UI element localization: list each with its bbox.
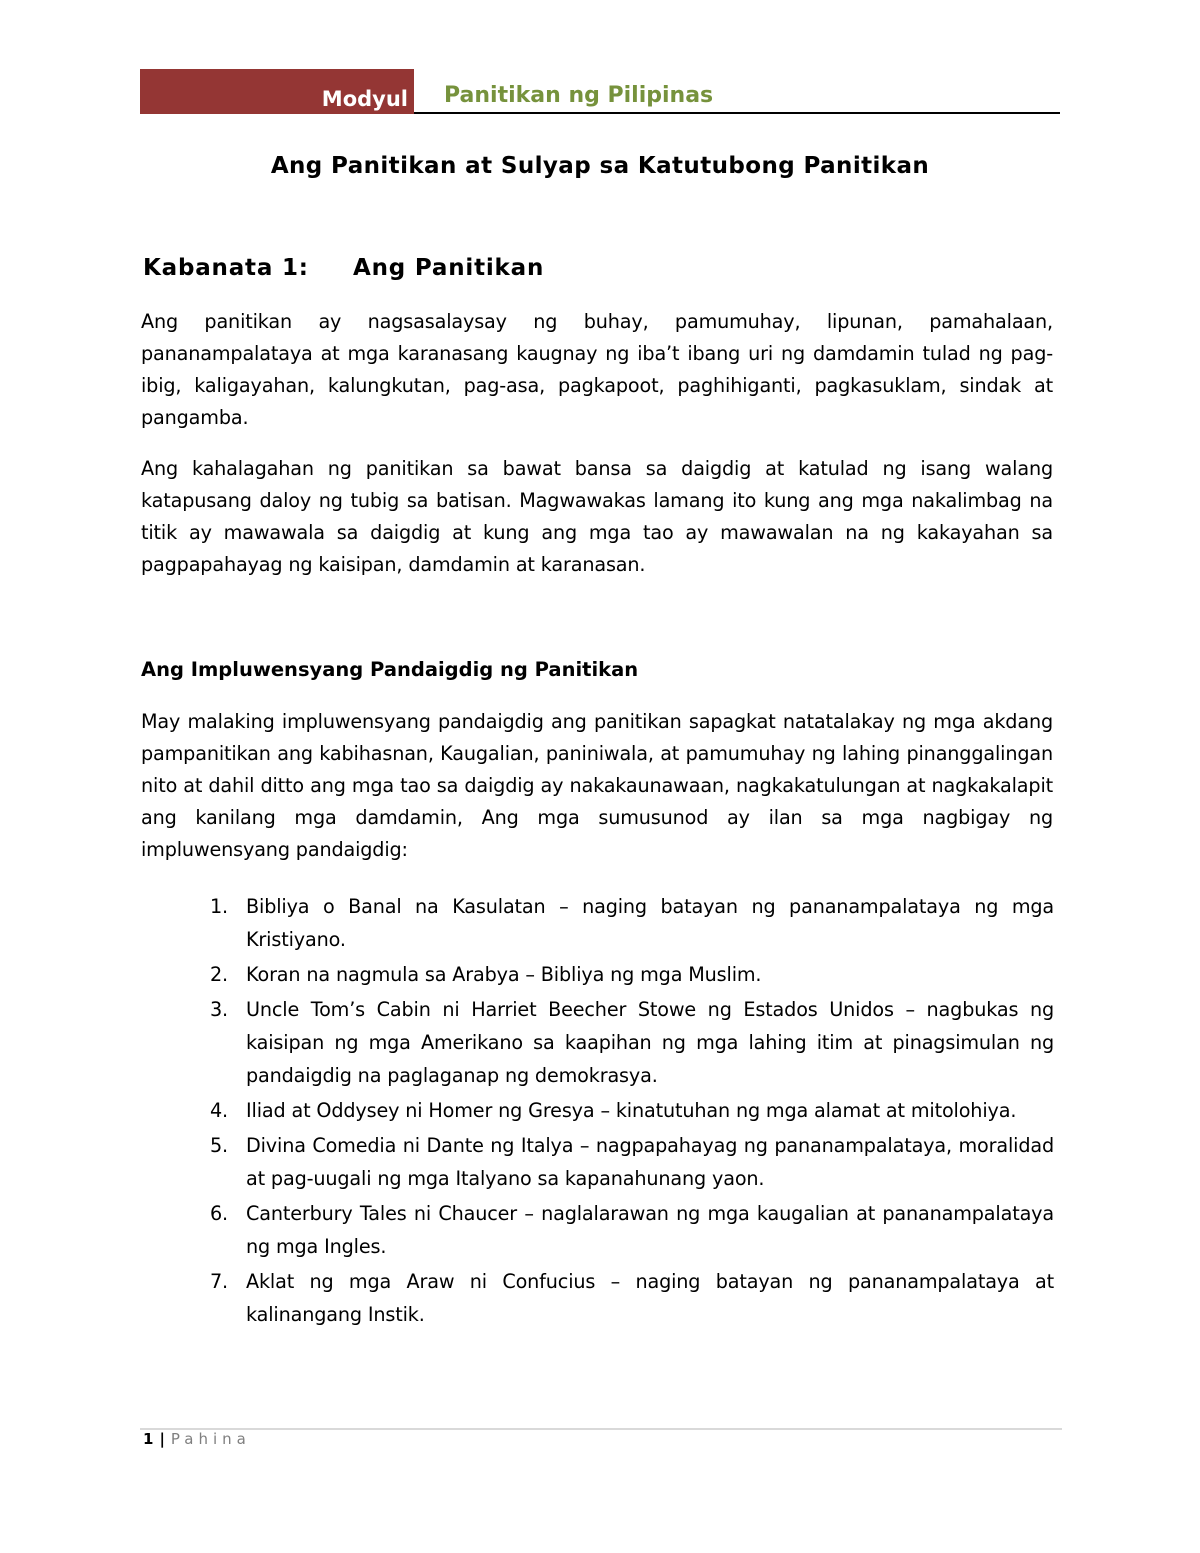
chapter-number: Kabanata 1: <box>143 255 309 281</box>
section-paragraph: May malaking impluwensyang pandaigdig ang panitikan sapagkat natatalakay ng mga akdang pampanitikan ang kabihasnan, Kaugalian, paniniwala, at pamumuhay ng lahing pinanggalingan nito at dahil ditto ang mga tao sa daigdig ay nakakaunawaan, nagkakatulungan at nagkakalapit ang kanilang mga damdamin, Ang mga sumusunod ay ilan sa mga nagbigay ng impluwensyang pandaigdig: <box>141 710 1053 861</box>
list-item-text: Canterbury Tales ni Chaucer – naglalarawan ng mga kaugalian at pananampalataya ng mga Ingles. <box>246 1202 1054 1258</box>
list-item-text: Divina Comedia ni Dante ng Italya – nagpapahayag ng pananampalataya, moralidad at pag-uugali ng mga Italyano sa kapanahunang yaon. <box>246 1134 1054 1190</box>
header-rule <box>414 112 1060 114</box>
list-item <box>200 993 1054 1092</box>
page-footer <box>143 1428 251 1450</box>
paragraph-2: Ang kahalagahan ng panitikan sa bawat bansa sa daigdig at katulad ng isang walang katapusang daloy ng tubig sa batisan. Magwawakas lamang ito kung ang mga nakalimbag na titik ay mawawala sa daigdig at kung ang mga tao ay mawawalan na ng kakayahan sa pagpapahayag ng kaisipan, damdamin at karanasan. <box>141 457 1053 576</box>
list-item <box>200 1094 1054 1127</box>
list-item-text: Koran na nagmula sa Arabya – Bibliya ng mga Muslim. <box>246 963 762 986</box>
influence-list <box>200 890 1054 1333</box>
page-number: 1 <box>143 1430 154 1448</box>
list-item <box>200 890 1054 956</box>
list-item-number: 4. <box>210 1099 229 1122</box>
list-item-number: 2. <box>210 963 229 986</box>
list-item <box>200 1197 1054 1263</box>
list-item-text: Uncle Tom’s Cabin ni Harriet Beecher Stowe ng Estados Unidos – nagbukas ng kaisipan ng mga Amerikano sa kaapihan ng mga lahing itim at pinagsimulan ng pandaigdig na paglaganap ng demokrasya. <box>246 998 1054 1087</box>
chapter-title: Ang Panitikan <box>353 255 545 281</box>
list-item-number: 1. <box>210 895 229 918</box>
paragraph-1: Ang panitikan ay nagsasalaysay ng buhay, pamumuhay, lipunan, pamahalaan, pananampalataya at mga karanasang kaugnay ng iba’t ibang uri ng damdamin tulad ng pag-ibig, kaligayahan, kalungkutan, pag-asa, pagkapoot, paghihiganti, pagkasuklam, sindak at pangamba. <box>141 310 1053 429</box>
list-item-number: 6. <box>210 1202 229 1225</box>
list-item-number: 5. <box>210 1134 229 1157</box>
page-label: Pahina <box>170 1430 251 1448</box>
section-heading: Ang Impluwensyang Pandaigdig ng Panitikan <box>141 658 639 681</box>
list-item-text: Aklat ng mga Araw ni Confucius – naging batayan ng pananampalataya at kalinangang Instik. <box>246 1270 1054 1326</box>
page-header <box>140 69 1060 114</box>
list-item <box>200 1265 1054 1331</box>
chapter-heading <box>143 252 544 284</box>
list-item <box>200 1129 1054 1195</box>
footer-separator: | <box>159 1430 165 1448</box>
list-item-text: Iliad at Oddysey ni Homer ng Gresya – kinatutuhan ng mga alamat at mitolohiya. <box>246 1099 1017 1122</box>
document-title: Ang Panitikan at Sulyap sa Katutubong Panitikan <box>270 153 930 179</box>
footer-rule <box>140 1428 1062 1430</box>
list-item-number: 7. <box>210 1270 229 1293</box>
header-title: Panitikan ng Pilipinas <box>444 83 714 108</box>
module-label: Modyul <box>321 87 408 111</box>
list-item <box>200 958 1054 991</box>
list-item-number: 3. <box>210 998 229 1021</box>
list-item-text: Bibliya o Banal na Kasulatan – naging batayan ng pananampalataya ng mga Kristiyano. <box>246 895 1054 951</box>
